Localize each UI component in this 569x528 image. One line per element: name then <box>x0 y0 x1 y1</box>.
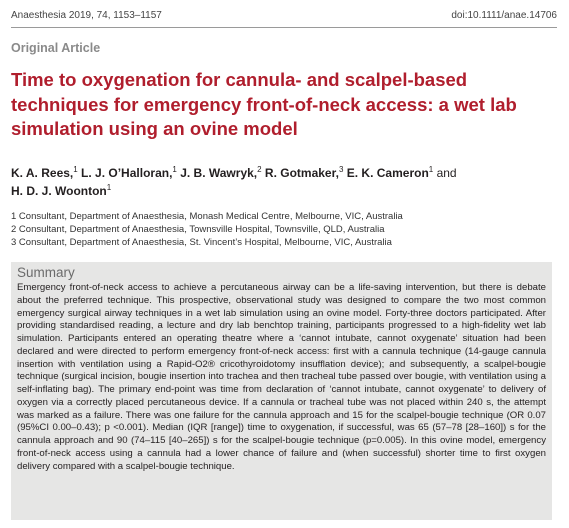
author[interactable] <box>265 166 343 180</box>
header-divider <box>11 27 557 28</box>
summary-text: Emergency front-of-neck access to achieve a percutaneous airway can be a life-saving intervention, but there is debate about the preferred technique. This prospective, observational study was designed to compare the two most common emergency surgical airway techniques in a wet lab simulation using an ovine model. Forty-three doctors participated. After providing standardised reading, a lecture and dry lab benchtop training, participants progressed to a high-fidelity wet lab simulation. Participants entered an operating theatre where a ‘cannot intubate, cannot oxygenate’ situation had been declared and were directed to perform emergency front-of-neck access: first with a cannula technique (14-gauge cannula insertion with ventilation using a Rapid-O2® cricothyroidotomy insufflation device); and subsequently, a scalpel-bougie technique (surgical incision, bougie insertion into trachea and then tracheal tube passed over bougie, with ventilation using a self-inflating bag). The primary end-point was time from declaration of ‘cannot intubate, cannot oxygenate’ to delivery of oxygen via a correctly placed percutaneous device. If a cannula or tracheal tube was not placed within 240 s, the attempt was marked as a failure. There was one failure for the cannula approach and 15 for the scalpel-bougie technique (OR 0.07 (95%CI 0.00–0.43); p <0.001). Median (IQR [range]) time to oxygenation, if successful, was 65 (57–78 [28–160]) s for the cannula approach and 90 (74–115 [40–265]) s for the scalpel-bougie technique (p=0.005). In this ovine model, emergency front-of-neck access using a cannula had a lower chance of failure and (when successful) shorter time to first oxygen delivery compared with a scalpel-bougie technique. <box>17 282 546 472</box>
author[interactable] <box>11 166 78 180</box>
author-name: J. B. Wawryk, <box>180 166 258 180</box>
journal-citation: Anaesthesia 2019, 74, 1153–1157 <box>11 10 162 21</box>
author-name: R. Gotmaker, <box>264 166 339 180</box>
article-title: Time to oxygenation for cannula- and scalpel-based techniques for emergency front-of-neck access: a wet lab simulation using an ovine model <box>11 69 517 139</box>
doi-link[interactable]: doi:10.1111/anae.14706 <box>451 10 557 21</box>
author[interactable] <box>180 166 261 180</box>
affiliation-marker: 2 <box>257 165 262 174</box>
author-list <box>11 165 531 200</box>
affiliation-marker: 1 <box>172 165 177 174</box>
author[interactable] <box>81 166 177 180</box>
author[interactable] <box>347 166 433 180</box>
affiliation-list <box>11 210 556 249</box>
affiliation: 2 Consultant, Department of Anaesthesia, Townsville Hospital, Townsville, QLD, Australia <box>11 224 385 235</box>
author-name: E. K. Cameron <box>346 166 429 180</box>
affiliation: 3 Consultant, Department of Anaesthesia, St. Vincent’s Hospital, Melbourne, VIC, Australia <box>11 237 392 248</box>
affiliation-marker: 1 <box>106 182 112 192</box>
affiliation: 1 Consultant, Department of Anaesthesia, Monash Medical Centre, Melbourne, VIC, Australia <box>11 211 403 222</box>
author-name: K. A. Rees, <box>11 166 74 180</box>
summary-heading: Summary <box>17 265 75 280</box>
affiliation-marker: 3 <box>338 165 344 174</box>
author-name: L. J. O’Halloran, <box>81 166 173 180</box>
summary-panel <box>11 262 552 520</box>
author-conjunction: and <box>436 166 457 180</box>
affiliation-marker: 1 <box>428 165 434 174</box>
affiliation-marker: 1 <box>73 165 78 174</box>
author-name: H. D. J. Woonton <box>11 183 107 198</box>
article-type-label: Original Article <box>11 41 101 55</box>
author[interactable] <box>11 184 111 198</box>
running-header <box>11 10 557 24</box>
